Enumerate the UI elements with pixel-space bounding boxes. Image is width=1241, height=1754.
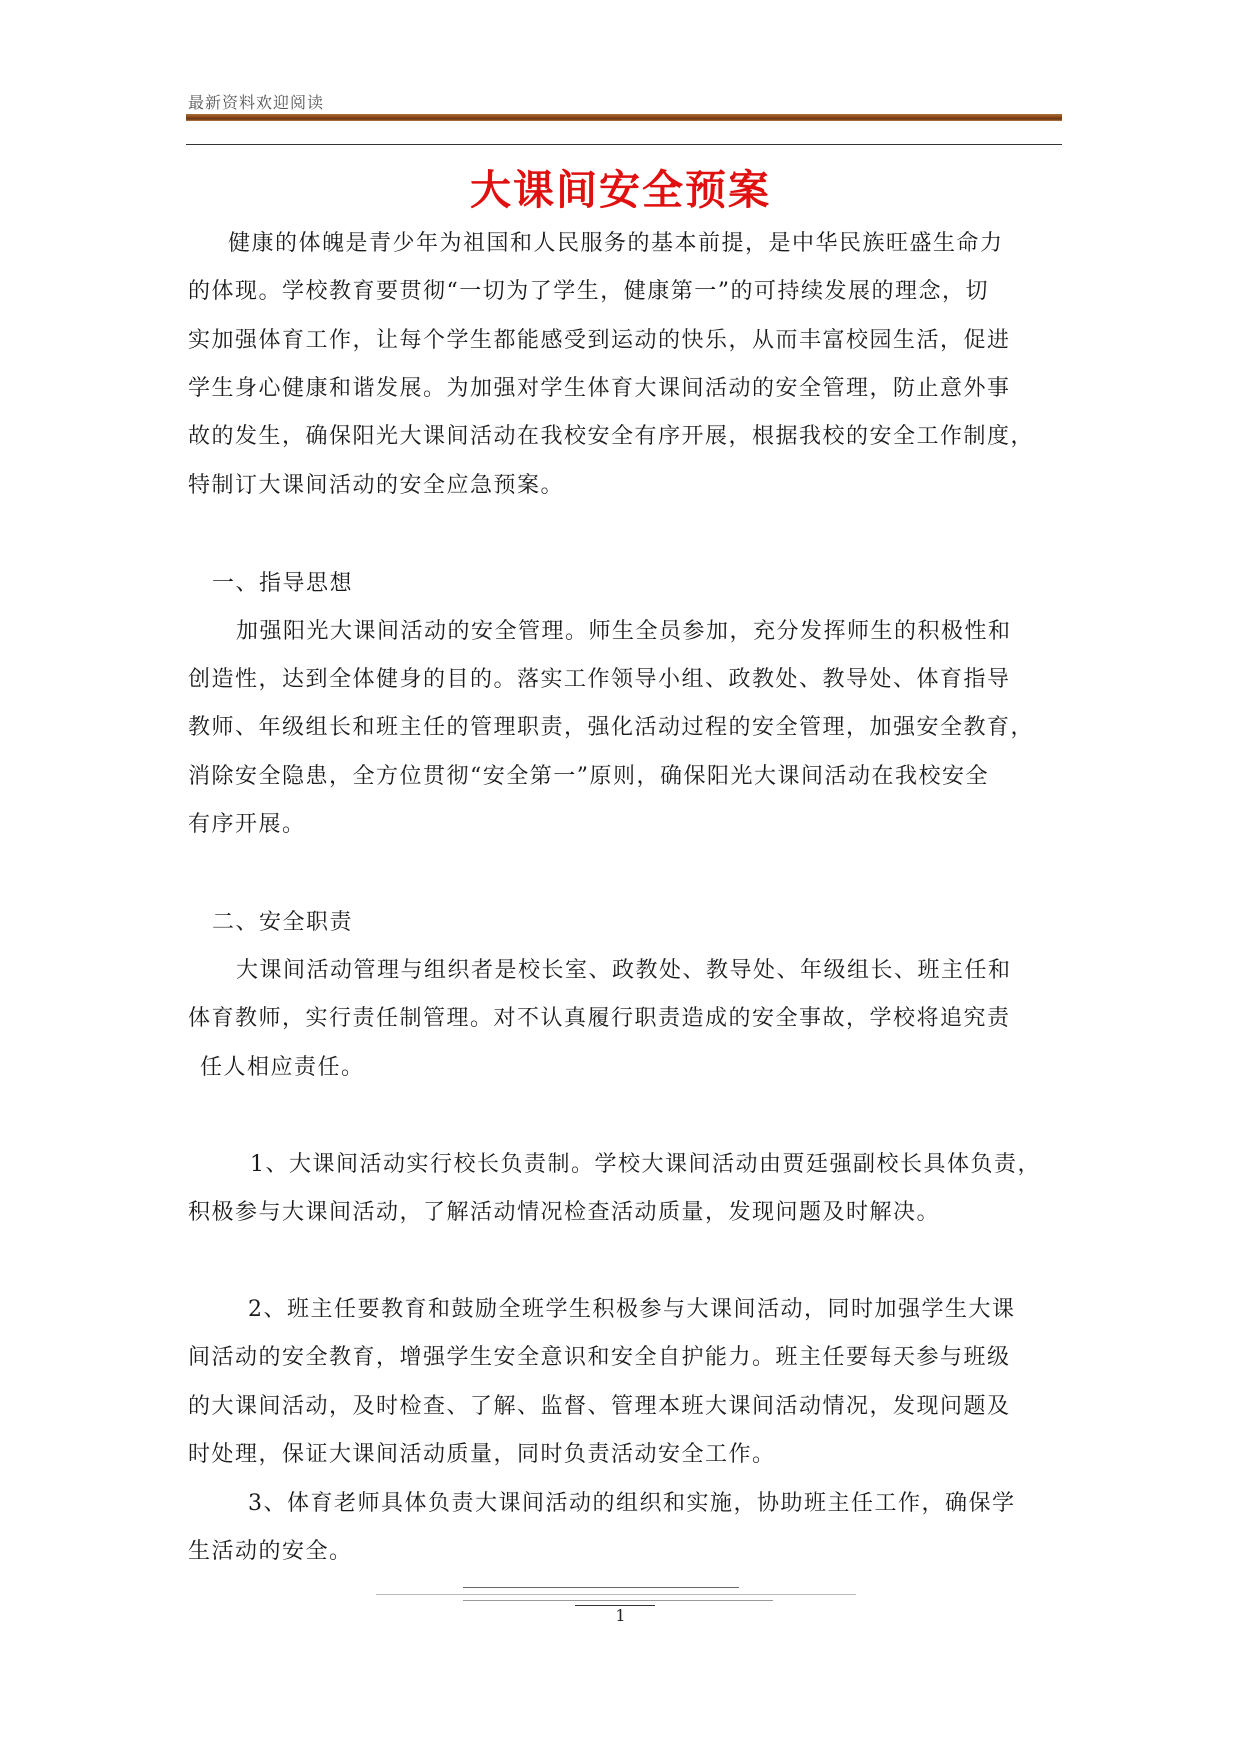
paragraph-line: 体育教师，实行责任制管理。对不认真履行职责造成的安全事故，学校将追究责 bbox=[188, 1006, 1011, 1031]
paragraph-line: 消除安全隐患，全方位贯彻“安全第一”原则，确保阳光大课间活动在我校安全 bbox=[188, 764, 989, 789]
footer-rule bbox=[463, 1600, 773, 1601]
paragraph-line: 加强阳光大课间活动的安全管理。师生全员参加，充分发挥师生的积极性和 bbox=[236, 619, 1012, 644]
paragraph-line: 1、大课间活动实行校长负责制。学校大课间活动由贾廷强副校长具体负责， bbox=[250, 1152, 1041, 1177]
paragraph-line: 故的发生，确保阳光大课间活动在我校安全有序开展，根据我校的安全工作制度， bbox=[188, 424, 1035, 449]
footer-rule bbox=[463, 1587, 739, 1588]
paragraph-line: 的大课间活动，及时检查、了解、监督、管理本班大课间活动情况，发现问题及 bbox=[188, 1394, 1011, 1419]
document-title: 大课间安全预案 bbox=[470, 166, 771, 214]
paragraph-line: 生活动的安全。 bbox=[188, 1539, 353, 1564]
paragraph-line: 3、体育老师具体负责大课间活动的组织和实施，协助班主任工作，确保学 bbox=[248, 1491, 1016, 1516]
paragraph-line: 的体现。学校教育要贯彻“一切为了学生，健康第一”的可持续发展的理念，切 bbox=[188, 279, 989, 304]
page-number: 1 bbox=[615, 1606, 626, 1625]
header-rule-thick bbox=[186, 114, 1062, 121]
paragraph-line: 实加强体育工作，让每个学生都能感受到运动的快乐，从而丰富校园生活，促进 bbox=[188, 328, 1011, 353]
paragraph-line: 有序开展。 bbox=[188, 812, 306, 837]
header-rule-thin bbox=[186, 144, 1062, 145]
paragraph-line: 健康的体魄是青少年为祖国和人民服务的基本前提，是中华民族旺盛生命力 bbox=[228, 231, 1004, 256]
paragraph-line: 任人相应责任。 bbox=[200, 1055, 365, 1080]
section-heading: 二、安全职责 bbox=[212, 910, 354, 935]
header-text: 最新资料欢迎阅读 bbox=[188, 93, 325, 112]
paragraph-line: 积极参与大课间活动，了解活动情况检查活动质量，发现问题及时解决。 bbox=[188, 1200, 941, 1225]
paragraph-line: 学生身心健康和谐发展。为加强对学生体育大课间活动的安全管理，防止意外事 bbox=[188, 376, 1011, 401]
paragraph-line: 大课间活动管理与组织者是校长室、政教处、教导处、年级组长、班主任和 bbox=[236, 958, 1012, 983]
footer-rule bbox=[376, 1594, 856, 1595]
paragraph-line: 教师、年级组长和班主任的管理职责，强化活动过程的安全管理，加强安全教育， bbox=[188, 715, 1035, 740]
paragraph-line: 2、班主任要教育和鼓励全班学生积极参与大课间活动，同时加强学生大课 bbox=[248, 1297, 1016, 1322]
paragraph-line: 间活动的安全教育，增强学生安全意识和安全自护能力。班主任要每天参与班级 bbox=[188, 1345, 1011, 1370]
section-heading: 一、指导思想 bbox=[212, 571, 354, 596]
paragraph-line: 时处理，保证大课间活动质量，同时负责活动安全工作。 bbox=[188, 1442, 776, 1467]
paragraph-line: 创造性，达到全体健身的目的。落实工作领导小组、政教处、教导处、体育指导 bbox=[188, 667, 1011, 692]
paragraph-line: 特制订大课间活动的安全应急预案。 bbox=[188, 473, 565, 498]
